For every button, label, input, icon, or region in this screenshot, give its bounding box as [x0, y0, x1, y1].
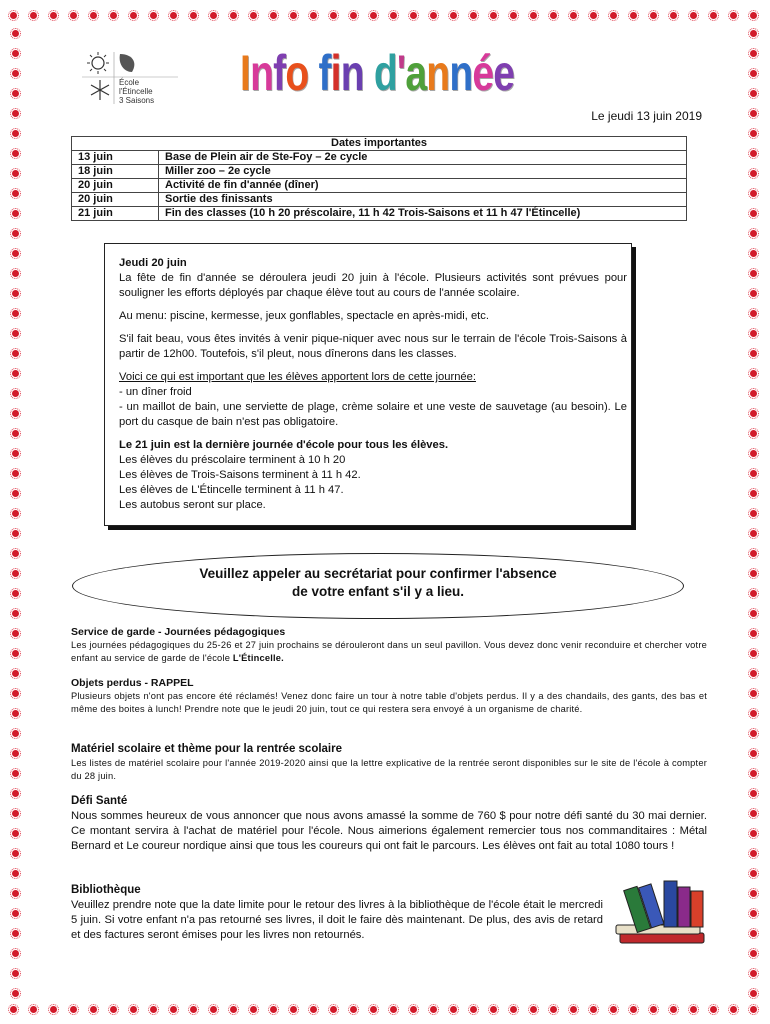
border-dot	[12, 430, 19, 437]
border-dot	[70, 12, 77, 19]
title-letter: '	[396, 45, 406, 101]
box-line: Les élèves de Trois-Saisons terminent à 11 h 42.	[119, 469, 361, 481]
border-dot	[630, 12, 637, 19]
border-dot	[12, 310, 19, 317]
border-dot	[12, 890, 19, 897]
border-dot	[12, 750, 19, 757]
title-letter: n	[426, 45, 450, 101]
border-dot	[570, 12, 577, 19]
border-dot	[170, 1006, 177, 1013]
border-dot	[90, 12, 97, 19]
border-dot	[750, 850, 757, 857]
border-dot	[750, 770, 757, 777]
section-bibliotheque	[71, 882, 603, 943]
border-dot	[12, 730, 19, 737]
border-dot	[12, 910, 19, 917]
border-dot	[10, 1006, 17, 1013]
border-dot	[12, 550, 19, 557]
box-paragraph: La fête de fin d'année se déroulera jeudi 20 juin à l'école. Plusieurs activités sont prévues pour souligner les efforts déployés par chaque élève tout au cours de l'année scolaire.	[119, 272, 627, 299]
event-info-box	[104, 243, 632, 526]
border-dot	[750, 12, 757, 19]
border-dot	[750, 130, 757, 137]
border-dot	[70, 1006, 77, 1013]
border-dot	[750, 150, 757, 157]
border-dot	[12, 830, 19, 837]
border-dot	[12, 630, 19, 637]
border-dot	[750, 230, 757, 237]
border-dot	[250, 1006, 257, 1013]
section-text: Veuillez prendre note que la date limite pour le retour des livres à la bibliothèque de l'école était le mercredi 5 juin. Si votre enfant n'a pas retourné ses livres, il doit le faire dès maintenant. De plus, des avis de retard et des factures seront émises pour les livres non retournés.	[71, 899, 603, 941]
border-dot	[12, 570, 19, 577]
border-dot	[12, 590, 19, 597]
snowflake-icon	[91, 80, 109, 100]
box-paragraph: Au menu: piscine, kermesse, jeux gonflables, spectacle en après-midi, etc.	[119, 310, 489, 322]
title-letter: n	[449, 45, 473, 101]
border-dot	[750, 470, 757, 477]
table-row: 18 juin Miller zoo – 2e cycle	[72, 165, 687, 179]
border-dot	[12, 690, 19, 697]
border-dot	[750, 890, 757, 897]
border-dot	[530, 12, 537, 19]
border-dot	[310, 1006, 317, 1013]
border-dot	[170, 12, 177, 19]
border-dot	[12, 670, 19, 677]
border-dot	[12, 530, 19, 537]
border-dot	[730, 12, 737, 19]
border-dot	[12, 170, 19, 177]
border-dot	[550, 12, 557, 19]
box-subheading: Le 21 juin est la dernière journée d'école pour tous les élèves.	[119, 439, 449, 451]
border-dot	[510, 12, 517, 19]
title-letter: d	[373, 45, 397, 101]
border-dot	[270, 12, 277, 19]
border-dot	[470, 1006, 477, 1013]
border-dot	[110, 12, 117, 19]
title-letter	[364, 45, 374, 101]
callout-line: Veuillez appeler au secrétariat pour confirmer l'absence	[199, 566, 557, 581]
border-dot	[750, 450, 757, 457]
border-dot	[12, 490, 19, 497]
section-defi-sante	[71, 793, 707, 854]
section-text: Plusieurs objets n'ont pas encore été réclamés! Venez donc faire un tour à notre table d'objets perdus. Il y a des chandails, des gants, des bas et même des boites à lunch! Prendre note que le jeudi 20 juin, tout ce qui restera sera envoyé à un organisme de charité.	[71, 691, 707, 714]
border-dot	[630, 1006, 637, 1013]
border-dot	[12, 470, 19, 477]
border-dot	[750, 670, 757, 677]
border-dot	[12, 410, 19, 417]
border-dot	[12, 130, 19, 137]
border-dot	[12, 930, 19, 937]
border-dot	[750, 710, 757, 717]
leaf-icon	[120, 54, 135, 72]
border-dot	[12, 810, 19, 817]
border-dot	[50, 12, 57, 19]
border-dot	[12, 990, 19, 997]
border-dot	[12, 950, 19, 957]
title-letter: é	[472, 45, 494, 101]
border-dot	[12, 350, 19, 357]
border-dot	[12, 370, 19, 377]
border-dot	[12, 710, 19, 717]
border-dot	[750, 1006, 757, 1013]
border-dot	[670, 12, 677, 19]
border-dot	[750, 370, 757, 377]
border-dot	[10, 12, 17, 19]
border-dot	[190, 12, 197, 19]
border-dot	[250, 12, 257, 19]
border-dot	[12, 90, 19, 97]
section-title: Défi Santé	[71, 795, 128, 807]
border-dot	[750, 490, 757, 497]
border-dot	[430, 1006, 437, 1013]
border-dot	[12, 290, 19, 297]
border-dot	[470, 12, 477, 19]
border-dot	[12, 70, 19, 77]
section-garde	[71, 625, 707, 665]
border-dot	[750, 650, 757, 657]
border-dot	[750, 750, 757, 757]
sun-icon	[87, 52, 109, 74]
box-line: Les élèves du préscolaire terminent à 10 h 20	[119, 454, 346, 466]
border-dot	[490, 12, 497, 19]
border-dot	[590, 1006, 597, 1013]
border-dot	[230, 1006, 237, 1013]
border-dot	[12, 610, 19, 617]
border-dot	[710, 1006, 717, 1013]
border-dot	[530, 1006, 537, 1013]
border-dot	[12, 50, 19, 57]
page-title	[240, 45, 514, 101]
border-dot	[750, 950, 757, 957]
border-dot	[750, 830, 757, 837]
table-row: 20 juin Activité de fin d'année (dîner)	[72, 179, 687, 193]
border-dot	[590, 12, 597, 19]
border-dot	[12, 330, 19, 337]
border-dot	[12, 770, 19, 777]
border-dot	[330, 12, 337, 19]
border-dot	[750, 810, 757, 817]
border-dot	[12, 210, 19, 217]
border-dot	[330, 1006, 337, 1013]
border-dot	[430, 12, 437, 19]
border-dot	[750, 930, 757, 937]
border-dot	[750, 210, 757, 217]
border-dot	[750, 390, 757, 397]
border-dot	[610, 1006, 617, 1013]
border-dot	[12, 450, 19, 457]
border-dot	[750, 50, 757, 57]
border-dot	[210, 1006, 217, 1013]
border-dot	[130, 12, 137, 19]
border-dot	[450, 1006, 457, 1013]
box-list-title: Voici ce qui est important que les élèves apportent lors de cette journée:	[119, 371, 476, 383]
section-materiel	[71, 741, 707, 783]
border-dot	[750, 870, 757, 877]
border-dot	[750, 630, 757, 637]
books-icon	[612, 873, 714, 953]
border-dot	[210, 12, 217, 19]
border-dot	[30, 12, 37, 19]
border-dot	[110, 1006, 117, 1013]
box-list-item: - un dîner froid	[119, 386, 192, 398]
border-dot	[750, 90, 757, 97]
border-dot	[750, 190, 757, 197]
section-title: Bibliothèque	[71, 884, 141, 896]
border-dot	[130, 1006, 137, 1013]
border-dot	[12, 30, 19, 37]
border-dot	[230, 12, 237, 19]
border-dot	[370, 12, 377, 19]
document-date: Le jeudi 13 juin 2019	[591, 109, 702, 123]
border-dot	[90, 1006, 97, 1013]
border-dot	[390, 1006, 397, 1013]
border-dot	[750, 570, 757, 577]
border-dot	[12, 970, 19, 977]
section-title: Service de garde - Journées pédagogiques	[71, 626, 286, 638]
border-dot	[610, 12, 617, 19]
table-row: 21 juin Fin des classes (10 h 20 préscolaire, 11 h 42 Trois-Saisons et 11 h 47 l'Étincelle)	[72, 207, 687, 221]
border-dot	[12, 850, 19, 857]
table-row: 20 juin Sortie des finissants	[72, 193, 687, 207]
border-dot	[12, 270, 19, 277]
border-dot	[670, 1006, 677, 1013]
border-dot	[550, 1006, 557, 1013]
border-dot	[750, 410, 757, 417]
border-dot	[12, 250, 19, 257]
section-title: Matériel scolaire et thème pour la rentrée scolaire	[71, 743, 343, 755]
title-letter: f	[273, 45, 286, 101]
border-dot	[150, 12, 157, 19]
border-dot	[750, 270, 757, 277]
border-dot	[12, 190, 19, 197]
border-dot	[12, 650, 19, 657]
border-dot	[510, 1006, 517, 1013]
border-dot	[12, 390, 19, 397]
border-dot	[12, 510, 19, 517]
border-dot	[750, 110, 757, 117]
border-dot	[730, 1006, 737, 1013]
border-dot	[750, 290, 757, 297]
logo-text: École l'Étincelle 3 Saisons	[119, 78, 155, 105]
title-letter: i	[330, 45, 341, 101]
border-dot	[370, 1006, 377, 1013]
important-dates-table	[71, 136, 687, 221]
border-dot	[410, 12, 417, 19]
callout-line: de votre enfant s'il y a lieu.	[291, 584, 464, 599]
border-dot	[690, 12, 697, 19]
border-dot	[750, 970, 757, 977]
border-dot	[390, 12, 397, 19]
border-dot	[290, 1006, 297, 1013]
border-dot	[750, 550, 757, 557]
border-dot	[12, 790, 19, 797]
title-letter	[308, 45, 318, 101]
border-dot	[490, 1006, 497, 1013]
table-row: 13 juin Base de Plein air de Ste-Foy – 2e cycle	[72, 151, 687, 165]
section-title: Objets perdus - RAPPEL	[71, 677, 194, 689]
table-header: Dates importantes	[72, 137, 687, 151]
border-dot	[750, 250, 757, 257]
section-objets-perdus	[71, 676, 707, 716]
border-dot	[750, 990, 757, 997]
title-letter: e	[493, 45, 515, 101]
border-dot	[750, 70, 757, 77]
border-dot	[570, 1006, 577, 1013]
border-dot	[310, 12, 317, 19]
title-letter: a	[405, 45, 427, 101]
title-letter: n	[250, 45, 274, 101]
border-dot	[750, 530, 757, 537]
border-dot	[750, 790, 757, 797]
border-dot	[450, 12, 457, 19]
border-dot	[12, 110, 19, 117]
border-dot	[750, 430, 757, 437]
border-dot	[12, 230, 19, 237]
border-dot	[750, 590, 757, 597]
border-dot	[750, 350, 757, 357]
border-dot	[270, 1006, 277, 1013]
border-dot	[30, 1006, 37, 1013]
title-letter: I	[240, 45, 251, 101]
border-dot	[12, 150, 19, 157]
section-text: Les journées pédagogiques du 25-26 et 27 juin prochains se dérouleront dans un seul pavillon. Vous devez donc venir reconduire et chercher votre enfant au service de garde de l'école	[71, 640, 707, 663]
absence-callout	[72, 553, 684, 619]
title-letter: f	[318, 45, 331, 101]
border-dot	[750, 690, 757, 697]
border-dot	[750, 910, 757, 917]
section-text: Nous sommes heureux de vous annoncer que nous avons amassé la somme de 760 $ pour notre défi santé du 30 mai dernier. Ce montant servira à l'achat de matériel pour l'école. Nous aimerions également remercier tous nos commanditaires : Métal Bernard et Le coureur nordique ainsi que tous les coureurs qui ont fait le parcours. Les élèves ont fait au total 1080 tours !	[71, 810, 707, 852]
box-list-item: - un maillot de bain, une serviette de plage, crème solaire et une veste de sauvetage (au besoin). Le port du casque de bain n'est pas obligatoire.	[119, 401, 627, 428]
section-text-bold: L'Étincelle.	[232, 653, 284, 663]
border-dot	[290, 12, 297, 19]
border-dot	[410, 1006, 417, 1013]
border-dot	[350, 1006, 357, 1013]
border-dot	[750, 330, 757, 337]
border-dot	[750, 170, 757, 177]
box-line: Les autobus seront sur place.	[119, 499, 266, 511]
border-dot	[12, 870, 19, 877]
border-dot	[690, 1006, 697, 1013]
border-dot	[750, 30, 757, 37]
border-dot	[750, 510, 757, 517]
border-dot	[190, 1006, 197, 1013]
border-dot	[750, 310, 757, 317]
border-dot	[350, 12, 357, 19]
border-dot	[750, 610, 757, 617]
border-dot	[650, 1006, 657, 1013]
border-dot	[50, 1006, 57, 1013]
title-letter: n	[340, 45, 364, 101]
border-dot	[650, 12, 657, 19]
border-dot	[710, 12, 717, 19]
section-text: Les listes de matériel scolaire pour l'année 2019-2020 ainsi que la lettre explicative de la rentrée seront disponibles sur le site de l'école à compter du 28 juin.	[71, 758, 707, 781]
title-letter: o	[285, 45, 309, 101]
box-heading: Jeudi 20 juin	[119, 257, 187, 269]
border-dot	[150, 1006, 157, 1013]
box-line: Les élèves de L'Étincelle terminent à 11 h 47.	[119, 484, 344, 496]
box-paragraph: S'il fait beau, vous êtes invités à venir pique-niquer avec nous sur le terrain de l'école Trois-Saisons à partir de 12h00. Toutefois, s'il pleut, nous dînerons dans les classes.	[119, 333, 627, 360]
border-dot	[750, 730, 757, 737]
